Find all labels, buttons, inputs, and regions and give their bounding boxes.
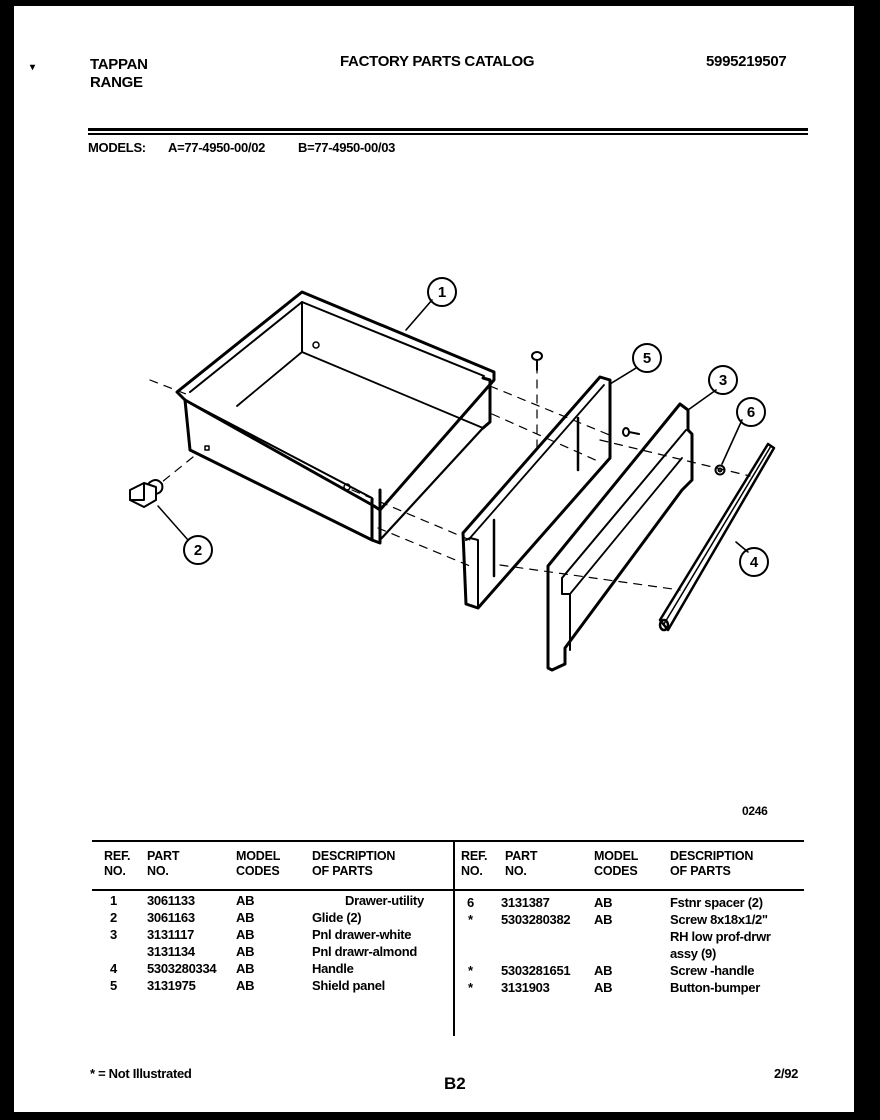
not-illustrated-note: * = Not Illustrated	[90, 1066, 192, 1081]
left-header-ref: REF. NO.	[104, 849, 131, 878]
table-row: 1 3061133 AB Drawer-utility	[110, 893, 424, 908]
table-row: * 3131903 AB Button-bumper	[468, 980, 760, 995]
drawer-panel-part	[548, 404, 692, 670]
table-header-rule	[92, 889, 804, 891]
left-header-model: MODEL CODES	[236, 849, 281, 878]
exploded-parts-diagram	[14, 6, 854, 806]
svg-text:4: 4	[749, 554, 759, 571]
handle-screw-part	[623, 428, 639, 436]
svg-text:3: 3	[718, 372, 728, 389]
table-row: 2 3061163 AB Glide (2)	[110, 910, 362, 925]
left-parts-list	[104, 892, 449, 994]
table-row: RH low prof-drwr	[670, 929, 771, 944]
svg-text:2: 2	[193, 542, 203, 559]
model-a: A=77-4950-00/02	[168, 140, 266, 155]
table-row: * 5303280382 AB Screw 8x18x1/2"	[468, 912, 768, 927]
margin-mark: ▾	[30, 62, 36, 73]
table-row: 3 3131117 AB Pnl drawer-white	[110, 927, 412, 942]
table-row: 6 3131387 AB Fstnr spacer (2)	[467, 895, 763, 910]
table-row: 5 3131975 AB Shield panel	[110, 978, 385, 993]
right-parts-list	[461, 894, 811, 996]
brand-line-1: TAPPAN	[90, 56, 148, 73]
svg-text:1: 1	[437, 284, 447, 301]
right-header-model: MODEL CODES	[594, 849, 639, 878]
table-row: 3131134 AB Pnl drawr-almond	[147, 944, 417, 959]
model-b: B=77-4950-00/03	[298, 140, 396, 155]
right-header-desc: DESCRIPTION OF PARTS	[670, 849, 754, 878]
left-header-desc: DESCRIPTION OF PARTS	[312, 849, 396, 878]
page-number: B2	[444, 1074, 466, 1093]
figure-code: 0246	[742, 804, 768, 818]
glide-part	[130, 480, 188, 540]
catalog-number: 5995219507	[706, 53, 787, 70]
brand-line-2: RANGE	[90, 74, 143, 91]
screw-part	[532, 352, 542, 370]
svg-text:5: 5	[642, 350, 652, 367]
right-header-part: PART NO.	[505, 849, 538, 878]
table-top-rule	[92, 840, 804, 842]
page-title: FACTORY PARTS CATALOG	[340, 53, 535, 70]
catalog-page	[14, 6, 854, 1112]
revision-date: 2/92	[774, 1066, 799, 1081]
table-column-divider	[453, 840, 455, 1036]
assembly-guide-lines	[150, 365, 750, 590]
left-header-part: PART NO.	[147, 849, 180, 878]
drawer-utility-part	[177, 292, 494, 543]
svg-text:6: 6	[746, 404, 756, 421]
models-label: MODELS:	[88, 140, 146, 155]
table-row: assy (9)	[670, 946, 717, 961]
right-header-ref: REF. NO.	[461, 849, 488, 878]
table-row: 4 5303280334 AB Handle	[110, 961, 354, 976]
table-row: * 5303281651 AB Screw -handle	[468, 963, 755, 978]
